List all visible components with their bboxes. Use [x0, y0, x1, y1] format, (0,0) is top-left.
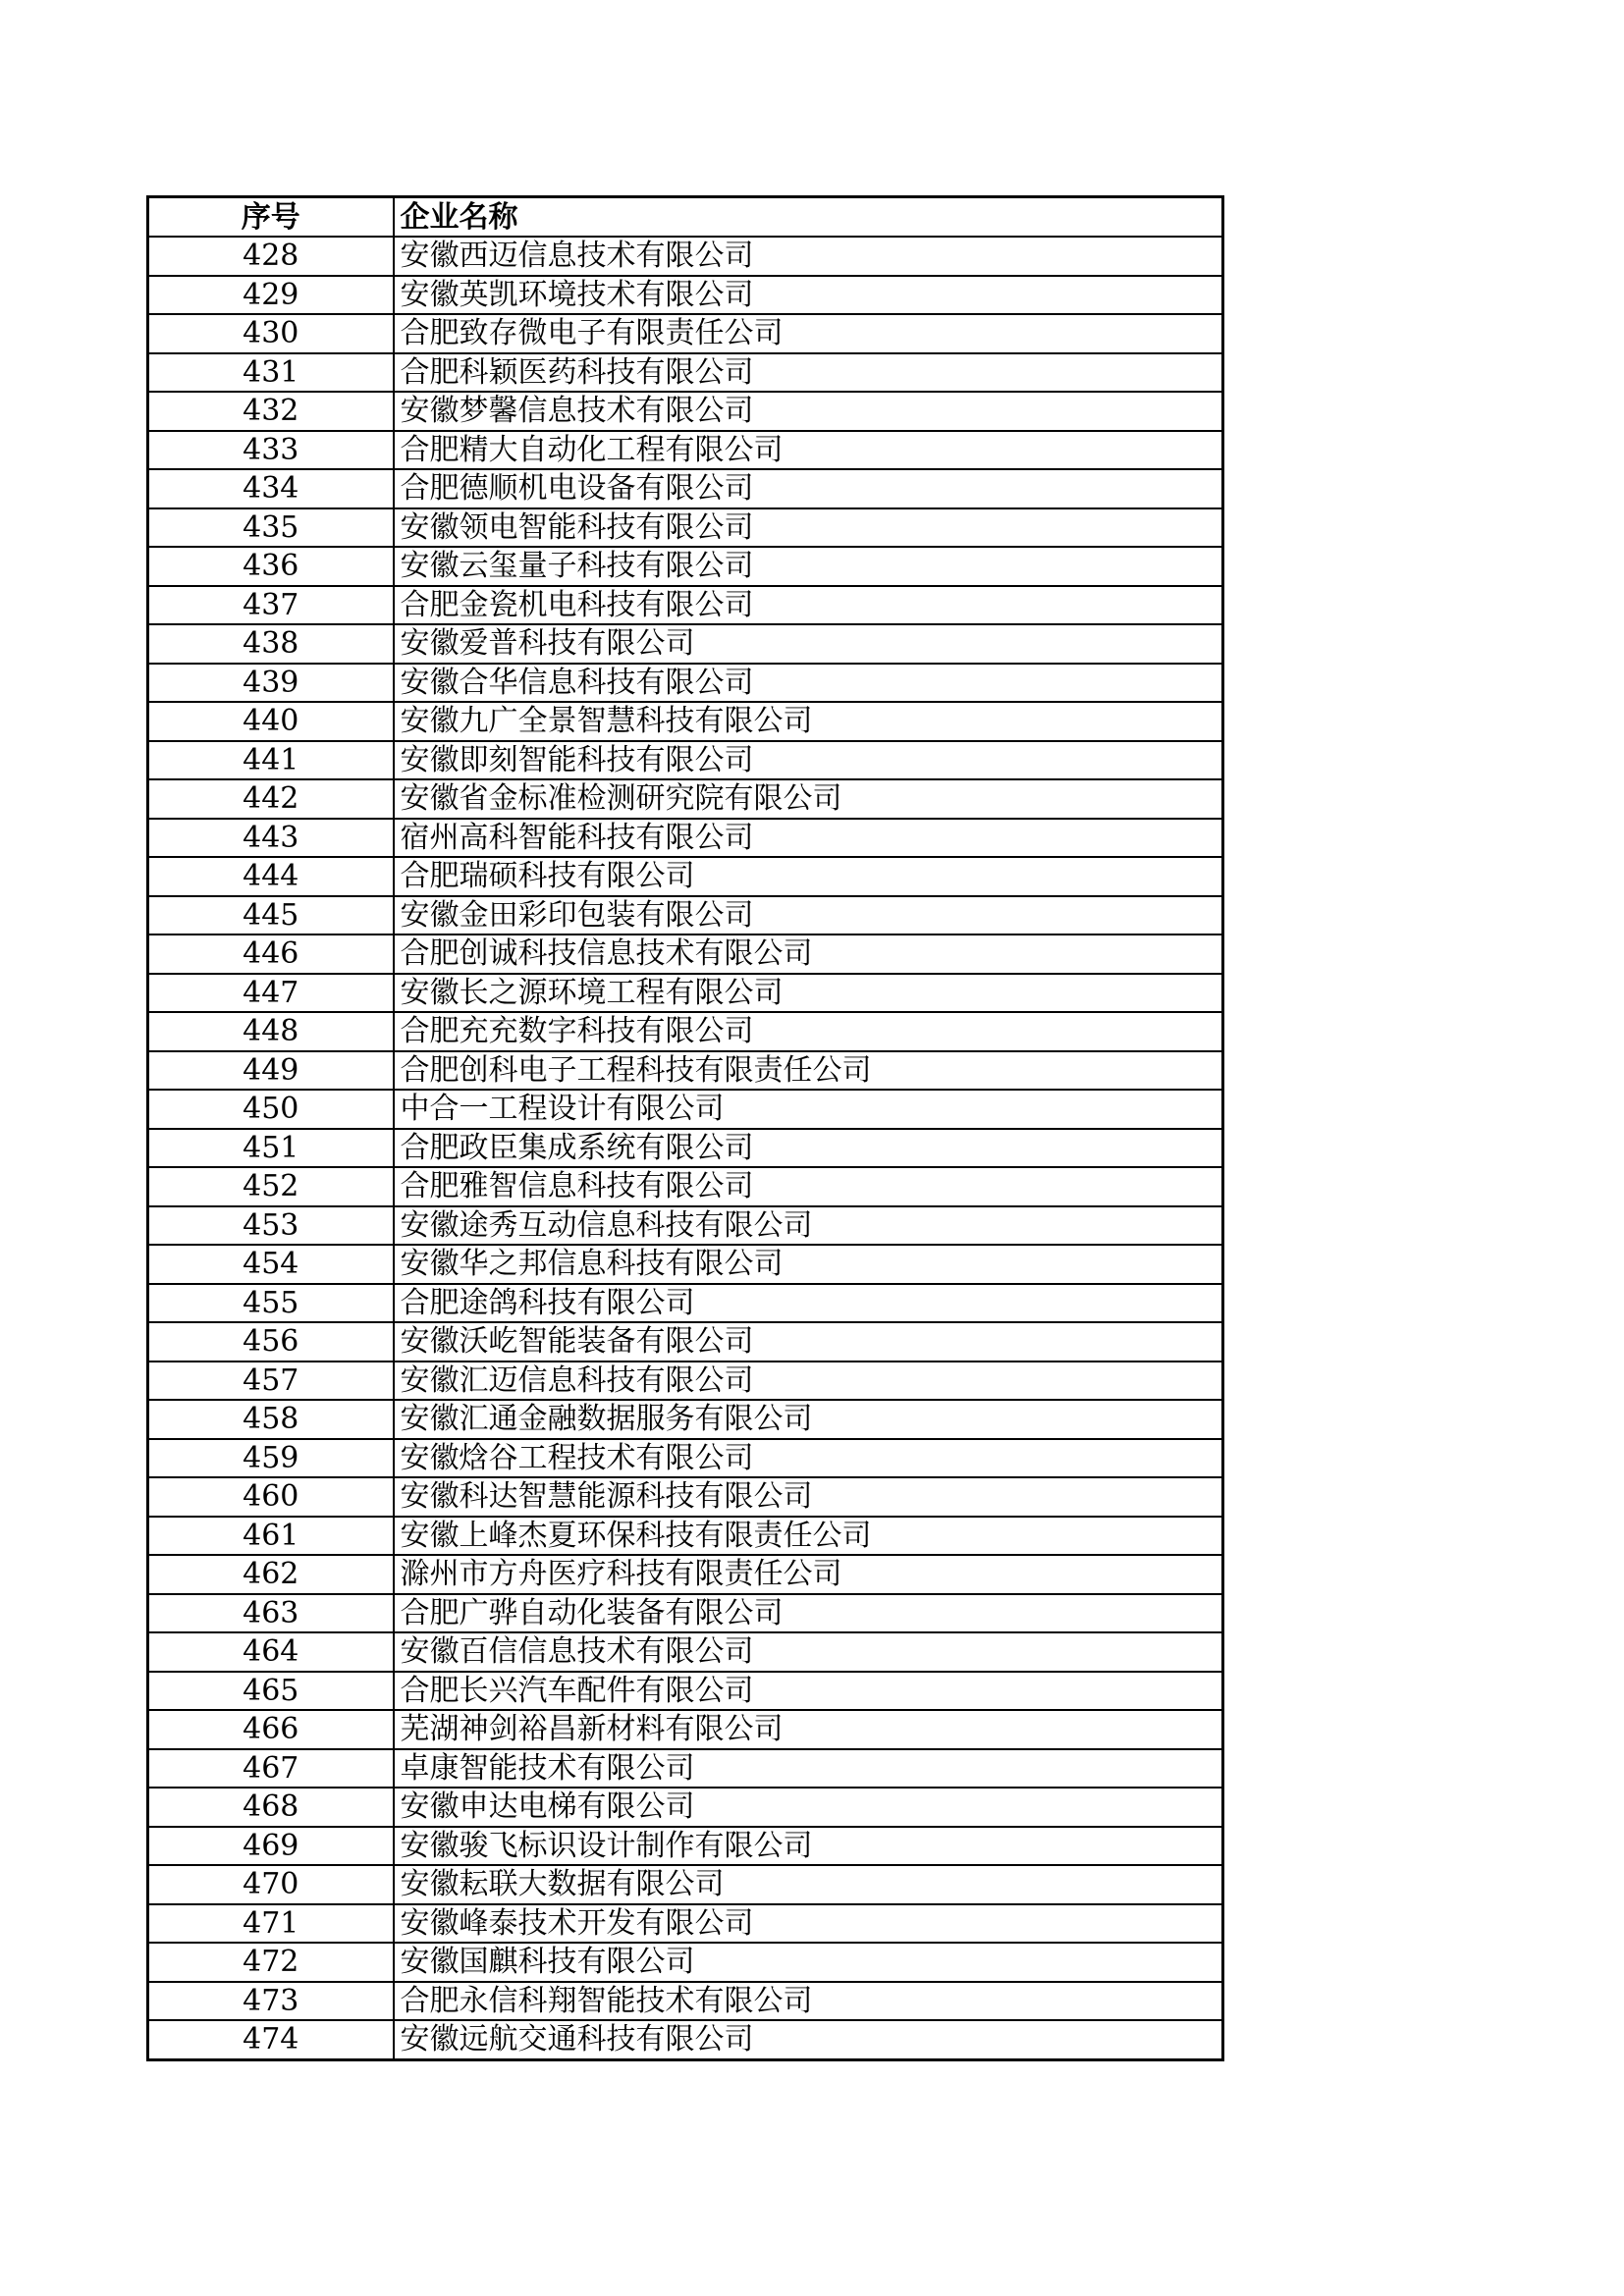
table-row — [148, 1594, 1223, 1633]
table-row — [148, 1710, 1223, 1749]
row-seq: 466 — [148, 1710, 394, 1749]
row-company-name: 卓康智能技术有限公司 — [394, 1749, 1223, 1789]
table-row — [148, 1051, 1223, 1091]
table-row — [148, 819, 1223, 858]
table-row — [148, 702, 1223, 741]
row-company-name: 安徽百信信息技术有限公司 — [394, 1632, 1223, 1672]
table-row — [148, 1245, 1223, 1284]
table-row — [148, 1672, 1223, 1711]
table-row — [148, 431, 1223, 470]
row-company-name: 安徽远航交通科技有限公司 — [394, 2020, 1223, 2059]
row-company-name: 合肥金瓷机电科技有限公司 — [394, 586, 1223, 625]
row-company-name: 安徽长之源环境工程有限公司 — [394, 974, 1223, 1013]
row-company-name: 安徽途秀互动信息科技有限公司 — [394, 1206, 1223, 1246]
table-row — [148, 1322, 1223, 1362]
row-seq: 442 — [148, 779, 394, 819]
row-company-name: 安徽英凯环境技术有限公司 — [394, 276, 1223, 315]
row-company-name: 安徽沃屹智能装备有限公司 — [394, 1322, 1223, 1362]
row-company-name: 合肥科颖医药科技有限公司 — [394, 353, 1223, 393]
table-row — [148, 664, 1223, 703]
table-row — [148, 1788, 1223, 1827]
row-seq: 471 — [148, 1904, 394, 1944]
row-company-name: 安徽梦馨信息技术有限公司 — [394, 392, 1223, 431]
table-row — [148, 547, 1223, 586]
row-seq: 451 — [148, 1129, 394, 1168]
table-row — [148, 1129, 1223, 1168]
table-row — [148, 741, 1223, 780]
row-company-name: 安徽申达电梯有限公司 — [394, 1788, 1223, 1827]
header-seq: 序号 — [148, 197, 394, 238]
row-seq: 453 — [148, 1206, 394, 1246]
row-company-name: 安徽上峰杰夏环保科技有限责任公司 — [394, 1517, 1223, 1556]
table-row — [148, 896, 1223, 935]
row-seq: 437 — [148, 586, 394, 625]
row-company-name: 安徽金田彩印包装有限公司 — [394, 896, 1223, 935]
table-row — [148, 934, 1223, 974]
row-seq: 438 — [148, 624, 394, 664]
row-seq: 431 — [148, 353, 394, 393]
row-seq: 450 — [148, 1090, 394, 1129]
table-row — [148, 1555, 1223, 1594]
row-company-name: 合肥瑞硕科技有限公司 — [394, 857, 1223, 896]
row-seq: 455 — [148, 1284, 394, 1323]
table-row — [148, 276, 1223, 315]
table-row — [148, 1284, 1223, 1323]
row-seq: 448 — [148, 1012, 394, 1051]
row-company-name: 安徽即刻智能科技有限公司 — [394, 741, 1223, 780]
row-seq: 430 — [148, 314, 394, 353]
row-seq: 464 — [148, 1632, 394, 1672]
table-row — [148, 1477, 1223, 1517]
row-seq: 441 — [148, 741, 394, 780]
row-seq: 449 — [148, 1051, 394, 1091]
row-seq: 433 — [148, 431, 394, 470]
row-seq: 440 — [148, 702, 394, 741]
row-seq: 460 — [148, 1477, 394, 1517]
row-company-name: 芜湖神剑裕昌新材料有限公司 — [394, 1710, 1223, 1749]
row-seq: 447 — [148, 974, 394, 1013]
row-seq: 439 — [148, 664, 394, 703]
row-company-name: 安徽焓谷工程技术有限公司 — [394, 1439, 1223, 1478]
row-company-name: 合肥精大自动化工程有限公司 — [394, 431, 1223, 470]
row-seq: 473 — [148, 1982, 394, 2021]
table-row — [148, 1012, 1223, 1051]
row-seq: 465 — [148, 1672, 394, 1711]
row-seq: 468 — [148, 1788, 394, 1827]
row-company-name: 安徽骏飞标识设计制作有限公司 — [394, 1827, 1223, 1866]
row-company-name: 宿州高科智能科技有限公司 — [394, 819, 1223, 858]
table-row — [148, 1362, 1223, 1401]
table-row — [148, 2020, 1223, 2059]
table-row — [148, 314, 1223, 353]
row-seq: 429 — [148, 276, 394, 315]
table-row — [148, 1439, 1223, 1478]
table-row — [148, 586, 1223, 625]
row-seq: 458 — [148, 1400, 394, 1439]
row-company-name: 合肥德顺机电设备有限公司 — [394, 469, 1223, 508]
row-company-name: 安徽峰泰技术开发有限公司 — [394, 1904, 1223, 1944]
table-body — [148, 237, 1223, 2059]
row-seq: 428 — [148, 237, 394, 276]
row-seq: 452 — [148, 1167, 394, 1206]
row-seq: 469 — [148, 1827, 394, 1866]
row-seq: 456 — [148, 1322, 394, 1362]
row-company-name: 安徽耘联大数据有限公司 — [394, 1865, 1223, 1904]
table-row — [148, 1400, 1223, 1439]
row-company-name: 安徽汇迈信息科技有限公司 — [394, 1362, 1223, 1401]
row-company-name: 安徽云玺量子科技有限公司 — [394, 547, 1223, 586]
table-row — [148, 779, 1223, 819]
row-company-name: 合肥途鸽科技有限公司 — [394, 1284, 1223, 1323]
row-company-name: 合肥广骅自动化装备有限公司 — [394, 1594, 1223, 1633]
table-row — [148, 1749, 1223, 1789]
row-company-name: 合肥长兴汽车配件有限公司 — [394, 1672, 1223, 1711]
row-seq: 432 — [148, 392, 394, 431]
table-row — [148, 508, 1223, 548]
row-company-name: 安徽西迈信息技术有限公司 — [394, 237, 1223, 276]
row-seq: 463 — [148, 1594, 394, 1633]
row-seq: 474 — [148, 2020, 394, 2059]
row-company-name: 滁州市方舟医疗科技有限责任公司 — [394, 1555, 1223, 1594]
row-seq: 435 — [148, 508, 394, 548]
row-company-name: 安徽爱普科技有限公司 — [394, 624, 1223, 664]
header-row — [148, 197, 1223, 238]
row-seq: 443 — [148, 819, 394, 858]
table-header — [148, 197, 1223, 238]
table-row — [148, 237, 1223, 276]
row-seq: 470 — [148, 1865, 394, 1904]
table-row — [148, 1904, 1223, 1944]
row-seq: 444 — [148, 857, 394, 896]
table-row — [148, 1982, 1223, 2021]
table-row — [148, 1090, 1223, 1129]
row-seq: 459 — [148, 1439, 394, 1478]
row-company-name: 安徽科达智慧能源科技有限公司 — [394, 1477, 1223, 1517]
row-company-name: 安徽华之邦信息科技有限公司 — [394, 1245, 1223, 1284]
row-company-name: 合肥创诚科技信息技术有限公司 — [394, 934, 1223, 974]
row-seq: 434 — [148, 469, 394, 508]
row-seq: 472 — [148, 1943, 394, 1982]
table-row — [148, 1943, 1223, 1982]
table-row — [148, 469, 1223, 508]
row-company-name: 合肥政臣集成系统有限公司 — [394, 1129, 1223, 1168]
table-row — [148, 1167, 1223, 1206]
table-row — [148, 1517, 1223, 1556]
row-seq: 462 — [148, 1555, 394, 1594]
row-company-name: 合肥永信科翔智能技术有限公司 — [394, 1982, 1223, 2021]
table-row — [148, 1827, 1223, 1866]
row-company-name: 合肥致存微电子有限责任公司 — [394, 314, 1223, 353]
row-company-name: 合肥雅智信息科技有限公司 — [394, 1167, 1223, 1206]
row-seq: 457 — [148, 1362, 394, 1401]
row-seq: 446 — [148, 934, 394, 974]
row-company-name: 合肥创科电子工程科技有限责任公司 — [394, 1051, 1223, 1091]
table-row — [148, 857, 1223, 896]
row-company-name: 安徽国麒科技有限公司 — [394, 1943, 1223, 1982]
header-company-name: 企业名称 — [394, 197, 1223, 238]
table-row — [148, 1206, 1223, 1246]
row-seq: 467 — [148, 1749, 394, 1789]
row-company-name: 安徽合华信息科技有限公司 — [394, 664, 1223, 703]
row-seq: 445 — [148, 896, 394, 935]
row-seq: 461 — [148, 1517, 394, 1556]
row-company-name: 合肥充充数字科技有限公司 — [394, 1012, 1223, 1051]
table-row — [148, 1632, 1223, 1672]
row-company-name: 安徽省金标准检测研究院有限公司 — [394, 779, 1223, 819]
table-row — [148, 392, 1223, 431]
table-row — [148, 974, 1223, 1013]
row-company-name: 安徽汇通金融数据服务有限公司 — [394, 1400, 1223, 1439]
row-seq: 436 — [148, 547, 394, 586]
table-row — [148, 624, 1223, 664]
row-company-name: 中合一工程设计有限公司 — [394, 1090, 1223, 1129]
row-company-name: 安徽领电智能科技有限公司 — [394, 508, 1223, 548]
row-company-name: 安徽九广全景智慧科技有限公司 — [394, 702, 1223, 741]
table-row — [148, 1865, 1223, 1904]
row-seq: 454 — [148, 1245, 394, 1284]
company-table — [146, 195, 1224, 2061]
table-row — [148, 353, 1223, 393]
